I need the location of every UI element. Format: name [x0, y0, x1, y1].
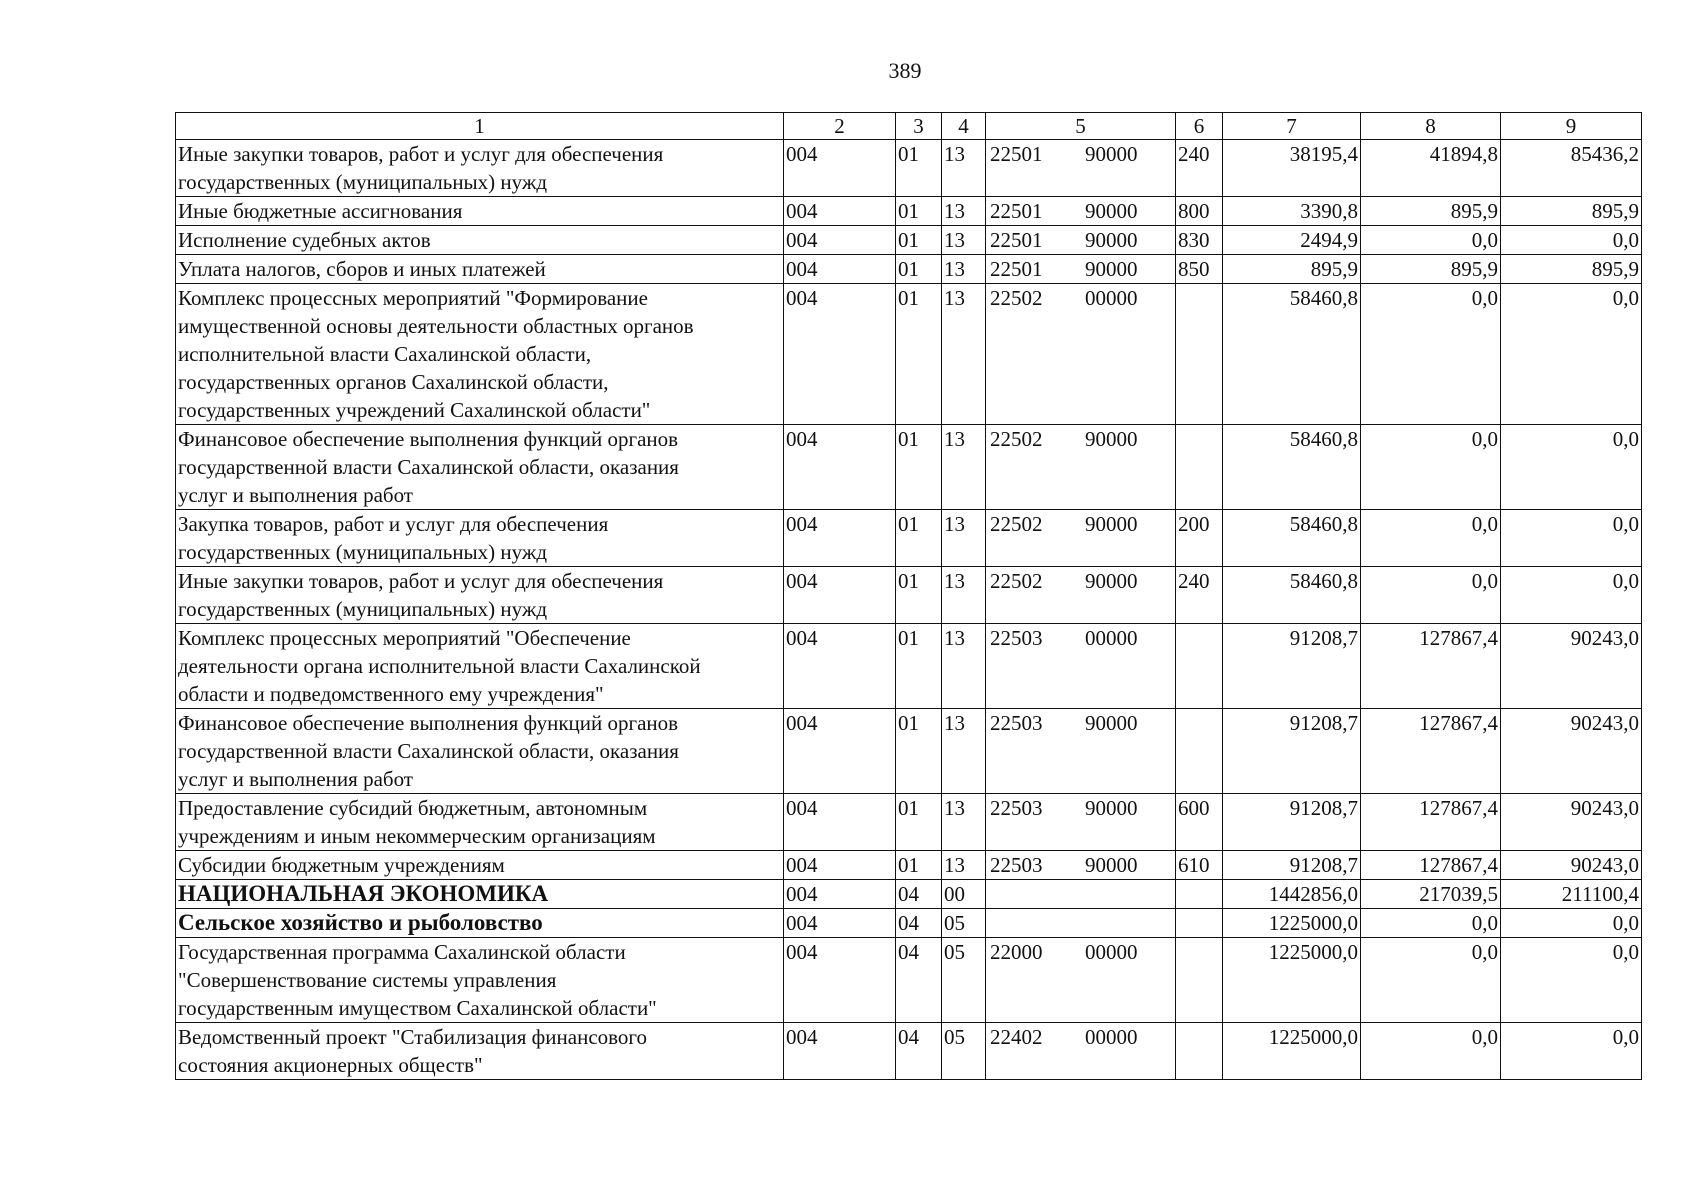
code-chapter: 004 — [784, 709, 896, 794]
code-chapter: 004 — [784, 140, 896, 197]
amount-col-8: 0,0 — [1361, 938, 1501, 1023]
target-article-direction: 00000 — [1085, 286, 1138, 310]
code-subsection: 13 — [942, 255, 986, 284]
code-chapter: 004 — [784, 284, 896, 425]
table-row — [176, 197, 1642, 226]
target-article-program: 22503 — [990, 626, 1043, 650]
col-header: 7 — [1223, 113, 1361, 140]
code-subsection: 13 — [942, 567, 986, 624]
target-article-direction: 90000 — [1085, 257, 1138, 281]
code-expense-type: 830 — [1176, 226, 1223, 255]
target-article-program: 22402 — [990, 1025, 1043, 1049]
amount-col-7: 58460,8 — [1223, 284, 1361, 425]
code-target-article — [986, 880, 1176, 909]
code-subsection: 13 — [942, 851, 986, 880]
table-row — [176, 909, 1642, 938]
amount-col-7: 1225000,0 — [1223, 1023, 1361, 1080]
amount-col-9: 0,0 — [1501, 909, 1642, 938]
code-subsection: 00 — [942, 880, 986, 909]
target-article-program: 22502 — [990, 512, 1043, 536]
target-article-direction: 90000 — [1085, 711, 1138, 735]
code-chapter: 004 — [784, 938, 896, 1023]
code-target-article — [986, 794, 1176, 851]
amount-col-8: 217039,5 — [1361, 880, 1501, 909]
code-subsection: 05 — [942, 1023, 986, 1080]
row-name: Предоставление субсидий бюджетным, автономным учреждениям и иным некоммерческим организациям — [176, 794, 784, 851]
header-row — [176, 113, 1642, 140]
amount-col-9: 90243,0 — [1501, 624, 1642, 709]
code-subsection: 05 — [942, 938, 986, 1023]
target-article-direction: 00000 — [1085, 940, 1138, 964]
amount-col-7: 91208,7 — [1223, 709, 1361, 794]
col-header: 6 — [1176, 113, 1223, 140]
amount-col-7: 58460,8 — [1223, 510, 1361, 567]
table-row — [176, 284, 1642, 425]
code-target-article — [986, 938, 1176, 1023]
code-chapter: 004 — [784, 1023, 896, 1080]
code-section: 01 — [896, 851, 942, 880]
code-chapter: 004 — [784, 794, 896, 851]
code-target-article — [986, 1023, 1176, 1080]
row-name: Ведомственный проект "Стабилизация финансового состояния акционерных обществ" — [176, 1023, 784, 1080]
code-target-article — [986, 709, 1176, 794]
amount-col-9: 90243,0 — [1501, 851, 1642, 880]
code-subsection: 13 — [942, 226, 986, 255]
table-row — [176, 624, 1642, 709]
code-chapter: 004 — [784, 425, 896, 510]
col-header: 9 — [1501, 113, 1642, 140]
amount-col-9: 0,0 — [1501, 425, 1642, 510]
code-expense-type — [1176, 284, 1223, 425]
target-article-direction: 90000 — [1085, 796, 1138, 820]
code-chapter: 004 — [784, 510, 896, 567]
target-article-direction: 90000 — [1085, 142, 1138, 166]
amount-col-9: 0,0 — [1501, 284, 1642, 425]
amount-col-9: 895,9 — [1501, 255, 1642, 284]
target-article-program: 22501 — [990, 257, 1043, 281]
target-article-program: 22502 — [990, 427, 1043, 451]
code-section: 01 — [896, 709, 942, 794]
code-section: 04 — [896, 938, 942, 1023]
amount-col-9: 0,0 — [1501, 1023, 1642, 1080]
amount-col-7: 91208,7 — [1223, 624, 1361, 709]
table-row — [176, 709, 1642, 794]
code-target-article — [986, 851, 1176, 880]
code-chapter: 004 — [784, 851, 896, 880]
row-name: Государственная программа Сахалинской области "Совершенствование системы управления государственным имуществом Сахалинской области" — [176, 938, 784, 1023]
code-subsection: 13 — [942, 510, 986, 567]
code-expense-type: 800 — [1176, 197, 1223, 226]
amount-col-7: 58460,8 — [1223, 567, 1361, 624]
amount-col-7: 1225000,0 — [1223, 909, 1361, 938]
target-article-program: 22502 — [990, 569, 1043, 593]
code-target-article — [986, 284, 1176, 425]
table-row — [176, 425, 1642, 510]
code-target-article — [986, 567, 1176, 624]
row-name: Уплата налогов, сборов и иных платежей — [176, 255, 784, 284]
amount-col-7: 1225000,0 — [1223, 938, 1361, 1023]
amount-col-8: 0,0 — [1361, 284, 1501, 425]
col-header: 3 — [896, 113, 942, 140]
code-chapter: 004 — [784, 567, 896, 624]
code-target-article — [986, 624, 1176, 709]
row-name: Сельское хозяйство и рыболовство — [176, 909, 784, 938]
code-section: 04 — [896, 880, 942, 909]
amount-col-8: 895,9 — [1361, 197, 1501, 226]
target-article-program: 22503 — [990, 853, 1043, 877]
amount-col-8: 0,0 — [1361, 425, 1501, 510]
code-section: 01 — [896, 140, 942, 197]
code-expense-type: 600 — [1176, 794, 1223, 851]
table-row — [176, 140, 1642, 197]
amount-col-8: 895,9 — [1361, 255, 1501, 284]
amount-col-8: 0,0 — [1361, 567, 1501, 624]
target-article-program: 22501 — [990, 228, 1043, 252]
target-article-direction: 00000 — [1085, 1025, 1138, 1049]
table-row — [176, 794, 1642, 851]
code-expense-type: 850 — [1176, 255, 1223, 284]
code-subsection: 13 — [942, 624, 986, 709]
code-section: 01 — [896, 794, 942, 851]
col-header: 8 — [1361, 113, 1501, 140]
amount-col-7: 1442856,0 — [1223, 880, 1361, 909]
code-expense-type: 200 — [1176, 510, 1223, 567]
row-name: Финансовое обеспечение выполнения функций органов государственной власти Сахалинской области, оказания услуг и выполнения работ — [176, 709, 784, 794]
code-section: 01 — [896, 567, 942, 624]
code-target-article — [986, 140, 1176, 197]
target-article-program: 22000 — [990, 940, 1043, 964]
code-expense-type — [1176, 709, 1223, 794]
budget-table — [175, 112, 1642, 1080]
code-section: 04 — [896, 1023, 942, 1080]
amount-col-8: 0,0 — [1361, 1023, 1501, 1080]
amount-col-8: 127867,4 — [1361, 851, 1501, 880]
code-expense-type — [1176, 425, 1223, 510]
code-expense-type — [1176, 909, 1223, 938]
amount-col-9: 90243,0 — [1501, 709, 1642, 794]
row-name: Комплекс процессных мероприятий "Формирование имущественной основы деятельности областных органов исполнительной власти Сахалинской области, государственных органов Сахалинской области, государственных учреждений Сахалинской области" — [176, 284, 784, 425]
row-name: Иные закупки товаров, работ и услуг для обеспечения государственных (муниципальных) нужд — [176, 567, 784, 624]
code-section: 01 — [896, 284, 942, 425]
page-number: 389 — [888, 58, 922, 83]
table-row — [176, 1023, 1642, 1080]
amount-col-8: 127867,4 — [1361, 709, 1501, 794]
amount-col-7: 91208,7 — [1223, 794, 1361, 851]
code-section: 04 — [896, 909, 942, 938]
amount-col-7: 2494,9 — [1223, 226, 1361, 255]
code-subsection: 13 — [942, 284, 986, 425]
code-subsection: 13 — [942, 140, 986, 197]
code-section: 01 — [896, 510, 942, 567]
code-expense-type — [1176, 880, 1223, 909]
row-name: Исполнение судебных актов — [176, 226, 784, 255]
target-article-direction: 90000 — [1085, 569, 1138, 593]
table-row — [176, 567, 1642, 624]
code-expense-type — [1176, 1023, 1223, 1080]
amount-col-8: 127867,4 — [1361, 794, 1501, 851]
amount-col-8: 41894,8 — [1361, 140, 1501, 197]
amount-col-8: 0,0 — [1361, 909, 1501, 938]
target-article-direction: 90000 — [1085, 427, 1138, 451]
amount-col-8: 0,0 — [1361, 510, 1501, 567]
code-chapter: 004 — [784, 255, 896, 284]
table-row — [176, 938, 1642, 1023]
row-name: Субсидии бюджетным учреждениям — [176, 851, 784, 880]
amount-col-7: 38195,4 — [1223, 140, 1361, 197]
target-article-program: 22502 — [990, 286, 1043, 310]
code-subsection: 13 — [942, 794, 986, 851]
target-article-program: 22501 — [990, 199, 1043, 223]
target-article-program: 22503 — [990, 796, 1043, 820]
target-article-direction: 90000 — [1085, 853, 1138, 877]
code-target-article — [986, 425, 1176, 510]
amount-col-7: 58460,8 — [1223, 425, 1361, 510]
code-target-article — [986, 255, 1176, 284]
amount-col-9: 0,0 — [1501, 510, 1642, 567]
code-expense-type: 610 — [1176, 851, 1223, 880]
col-header: 5 — [986, 113, 1176, 140]
code-chapter: 004 — [784, 226, 896, 255]
code-target-article — [986, 226, 1176, 255]
amount-col-9: 0,0 — [1501, 938, 1642, 1023]
code-chapter: 004 — [784, 909, 896, 938]
amount-col-8: 0,0 — [1361, 226, 1501, 255]
row-name: Финансовое обеспечение выполнения функций органов государственной власти Сахалинской области, оказания услуг и выполнения работ — [176, 425, 784, 510]
row-name: Иные бюджетные ассигнования — [176, 197, 784, 226]
col-header: 1 — [176, 113, 784, 140]
code-expense-type — [1176, 624, 1223, 709]
target-article-direction: 00000 — [1085, 626, 1138, 650]
code-target-article — [986, 510, 1176, 567]
amount-col-9: 0,0 — [1501, 226, 1642, 255]
amount-col-9: 895,9 — [1501, 197, 1642, 226]
amount-col-9: 85436,2 — [1501, 140, 1642, 197]
row-name: Закупка товаров, работ и услуг для обеспечения государственных (муниципальных) нужд — [176, 510, 784, 567]
target-article-direction: 90000 — [1085, 199, 1138, 223]
code-expense-type: 240 — [1176, 567, 1223, 624]
code-section: 01 — [896, 425, 942, 510]
target-article-program: 22501 — [990, 142, 1043, 166]
table-row — [176, 255, 1642, 284]
amount-col-9: 211100,4 — [1501, 880, 1642, 909]
code-section: 01 — [896, 624, 942, 709]
code-expense-type — [1176, 938, 1223, 1023]
amount-col-9: 0,0 — [1501, 567, 1642, 624]
code-section: 01 — [896, 255, 942, 284]
amount-col-7: 3390,8 — [1223, 197, 1361, 226]
amount-col-7: 91208,7 — [1223, 851, 1361, 880]
target-article-program: 22503 — [990, 711, 1043, 735]
code-target-article — [986, 197, 1176, 226]
table-row — [176, 226, 1642, 255]
code-subsection: 13 — [942, 709, 986, 794]
target-article-direction: 90000 — [1085, 512, 1138, 536]
code-chapter: 004 — [784, 197, 896, 226]
code-subsection: 05 — [942, 909, 986, 938]
target-article-direction: 90000 — [1085, 228, 1138, 252]
code-target-article — [986, 909, 1176, 938]
col-header: 2 — [784, 113, 896, 140]
row-name: НАЦИОНАЛЬНАЯ ЭКОНОМИКА — [176, 880, 784, 909]
code-expense-type: 240 — [1176, 140, 1223, 197]
table-row — [176, 880, 1642, 909]
table-row — [176, 851, 1642, 880]
row-name: Комплекс процессных мероприятий "Обеспечение деятельности органа исполнительной власти Сахалинской области и подведомственного ему учреждения" — [176, 624, 784, 709]
code-chapter: 004 — [784, 624, 896, 709]
col-header: 4 — [942, 113, 986, 140]
table-body — [176, 140, 1642, 1080]
code-subsection: 13 — [942, 425, 986, 510]
code-section: 01 — [896, 197, 942, 226]
table-row — [176, 510, 1642, 567]
code-chapter: 004 — [784, 880, 896, 909]
amount-col-7: 895,9 — [1223, 255, 1361, 284]
code-section: 01 — [896, 226, 942, 255]
row-name: Иные закупки товаров, работ и услуг для обеспечения государственных (муниципальных) нужд — [176, 140, 784, 197]
amount-col-9: 90243,0 — [1501, 794, 1642, 851]
code-subsection: 13 — [942, 197, 986, 226]
amount-col-8: 127867,4 — [1361, 624, 1501, 709]
